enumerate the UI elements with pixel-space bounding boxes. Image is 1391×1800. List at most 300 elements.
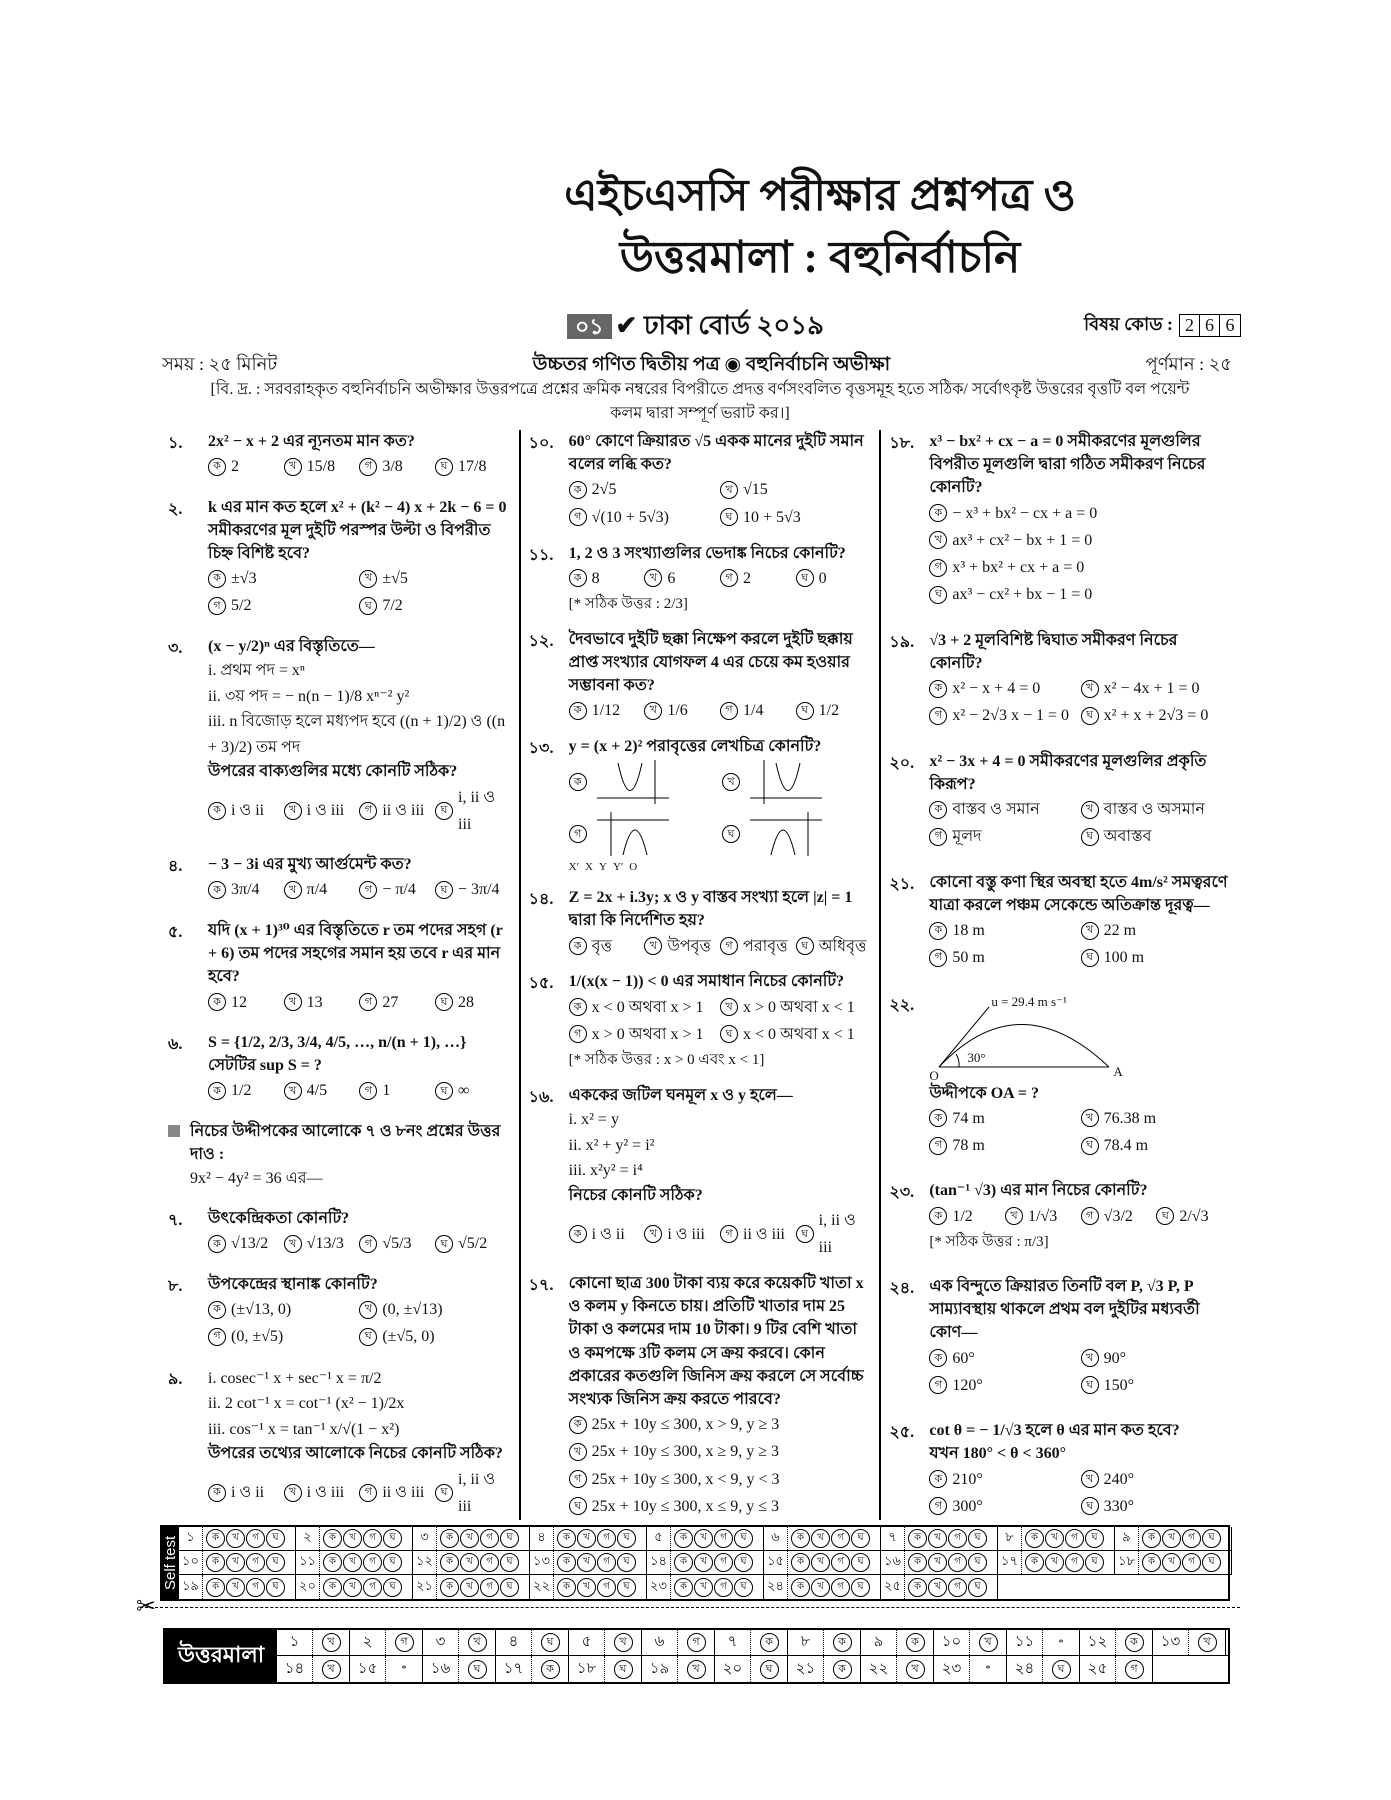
- option-ক[interactable]: [569, 758, 718, 806]
- answer-bubble[interactable]: ক: [1025, 1529, 1044, 1548]
- answer-bubble[interactable]: খ: [811, 1578, 830, 1597]
- answer-bubble[interactable]: ক: [440, 1578, 459, 1597]
- bubble-group: [554, 1529, 636, 1548]
- option-খ[interactable]: [1081, 1466, 1232, 1493]
- answer-bubble[interactable]: গ: [1065, 1553, 1084, 1572]
- option-ক[interactable]: [208, 784, 284, 838]
- option-text: ax³ − cx² + bx − 1 = 0: [952, 586, 1093, 604]
- option-খ[interactable]: [1005, 1203, 1081, 1230]
- option-খ[interactable]: [359, 1296, 510, 1323]
- option-ক[interactable]: [929, 1345, 1080, 1372]
- answer-bubble[interactable]: গ: [597, 1578, 616, 1597]
- parabola-graph-icon: [593, 810, 673, 858]
- option-খ[interactable]: [929, 527, 1232, 554]
- answer-bubble[interactable]: খ: [460, 1553, 479, 1572]
- answer-bubble[interactable]: ঘ: [617, 1529, 636, 1548]
- option-ক[interactable]: [569, 1207, 645, 1261]
- self-test-cell: [530, 1575, 647, 1599]
- answer-bubble[interactable]: খ: [226, 1529, 245, 1548]
- option-গ[interactable]: [359, 784, 435, 838]
- answer-bubble[interactable]: গ: [480, 1578, 499, 1597]
- options: [208, 989, 511, 1016]
- option-label-circle: খ: [284, 802, 302, 820]
- option-ঘ[interactable]: [796, 933, 872, 960]
- answer-bubble[interactable]: ক: [557, 1578, 576, 1597]
- answer-bubble[interactable]: গ: [246, 1578, 265, 1597]
- option-গ[interactable]: [929, 1132, 1080, 1159]
- option-ক[interactable]: [569, 933, 645, 960]
- option-ক[interactable]: [929, 917, 1080, 944]
- option-text: √5/3: [382, 1235, 412, 1253]
- answer-bubble[interactable]: গ: [363, 1553, 382, 1572]
- answer-bubble[interactable]: গ: [831, 1553, 850, 1572]
- option-ঘ[interactable]: [435, 1077, 511, 1104]
- option-গ[interactable]: [929, 554, 1232, 581]
- answer-number: ২৫: [1080, 1656, 1116, 1682]
- option-খ[interactable]: [284, 453, 360, 480]
- option-label-circle: খ: [1081, 1349, 1099, 1367]
- question-text: cot θ = − 1/√3 হলে θ এর মান কত হবে?: [929, 1422, 1180, 1440]
- question-1: [168, 430, 511, 480]
- option-ঘ[interactable]: [929, 581, 1232, 608]
- option-খ[interactable]: [720, 994, 871, 1021]
- option-গ[interactable]: [720, 1207, 796, 1261]
- answer-bubble[interactable]: ঘ: [968, 1578, 987, 1597]
- option-label-circle: গ: [929, 1497, 947, 1515]
- option-ঘ[interactable]: [1081, 1493, 1232, 1520]
- answer-bubble[interactable]: গ: [831, 1578, 850, 1597]
- option-ক[interactable]: [208, 1230, 284, 1257]
- option-খ[interactable]: [284, 1077, 360, 1104]
- question-text: k এর মান কত হলে x² + (k² − 4) x + 2k − 6 = 0 সমীকরণের মূল দুইটি পরস্পর উল্টা ও বিপরীত চিহ্ন বিশিষ্ট হবে?: [208, 498, 507, 563]
- question-3: [168, 635, 511, 838]
- answer-bubble[interactable]: গ: [480, 1553, 499, 1572]
- answer-bubble[interactable]: ঘ: [500, 1529, 519, 1548]
- question-18: [889, 430, 1232, 608]
- option-ক[interactable]: [569, 476, 720, 503]
- bubble-group: [437, 1553, 519, 1572]
- option-গ[interactable]: [720, 565, 796, 592]
- answer-bubble[interactable]: খ: [343, 1553, 362, 1572]
- option-গ[interactable]: [359, 876, 435, 903]
- answer-bubble[interactable]: ক: [1142, 1529, 1161, 1548]
- answer-bubble[interactable]: খ: [1045, 1553, 1064, 1572]
- option-গ[interactable]: [359, 989, 435, 1016]
- answer-number: ২১: [788, 1656, 824, 1682]
- option-খ[interactable]: [284, 1230, 360, 1257]
- option-ক[interactable]: [208, 1296, 359, 1323]
- question-16: [529, 1084, 872, 1262]
- option-গ[interactable]: [359, 1230, 435, 1257]
- answer-bubble[interactable]: খ: [226, 1553, 245, 1572]
- options: [208, 1077, 511, 1104]
- option-label-circle: খ: [1081, 680, 1099, 698]
- bubble-group: [905, 1578, 987, 1597]
- option-ক[interactable]: [569, 697, 645, 724]
- answer-bubble[interactable]: ঘ: [617, 1578, 636, 1597]
- option-label-circle: গ: [720, 937, 738, 955]
- answer-bubble[interactable]: খ: [577, 1553, 596, 1572]
- option-গ[interactable]: [720, 697, 796, 724]
- option-ক[interactable]: [569, 565, 645, 592]
- option-label-circle: ক: [208, 458, 226, 476]
- answer-bubble[interactable]: গ: [948, 1529, 967, 1548]
- answer-bubble[interactable]: খ: [577, 1578, 596, 1597]
- answer-key-cell: [496, 1656, 569, 1682]
- option-ঘ[interactable]: [720, 1021, 871, 1048]
- answer-bubble[interactable]: খ: [694, 1578, 713, 1597]
- option-গ[interactable]: [929, 944, 1080, 971]
- question-number: ২৩.: [889, 1184, 915, 1202]
- answer-bubble[interactable]: গ: [597, 1529, 616, 1548]
- answer-bubble[interactable]: খ: [343, 1529, 362, 1548]
- option-গ[interactable]: [569, 1021, 720, 1048]
- option-ক[interactable]: [208, 989, 284, 1016]
- answer-value: [1043, 1633, 1079, 1652]
- answer-bubble[interactable]: ঘ: [968, 1553, 987, 1572]
- answer-bubble[interactable]: খ: [1162, 1529, 1181, 1548]
- option-ঘ[interactable]: [359, 1323, 510, 1350]
- option-ক[interactable]: [929, 1105, 1080, 1132]
- option-গ[interactable]: [929, 823, 1080, 850]
- subject-code: [1084, 310, 1241, 341]
- option-label-circle: ক: [929, 1207, 947, 1225]
- option-label-circle: ঘ: [359, 597, 377, 615]
- option-ঘ[interactable]: [796, 1207, 872, 1261]
- option-খ[interactable]: [284, 784, 360, 838]
- answer-bubble[interactable]: ক: [557, 1529, 576, 1548]
- answer-key-cell: [861, 1630, 934, 1655]
- self-test-number: ১৮: [1115, 1551, 1139, 1574]
- bubble-group: [671, 1529, 753, 1548]
- answer-bubble[interactable]: গ: [480, 1529, 499, 1548]
- answer-key-cell: [788, 1630, 861, 1655]
- option-খ[interactable]: [1081, 675, 1232, 702]
- option-গ[interactable]: [359, 1077, 435, 1104]
- options: [929, 1345, 1232, 1399]
- self-test-number: ৮: [998, 1527, 1022, 1550]
- question-11: [529, 542, 872, 617]
- option-গ[interactable]: [929, 1372, 1080, 1399]
- options: [929, 1203, 1232, 1230]
- answer-bubble[interactable]: ক: [791, 1553, 810, 1572]
- self-test-number: ১: [179, 1527, 203, 1550]
- option-খ[interactable]: [644, 1207, 720, 1261]
- answer-bubble[interactable]: ক: [908, 1578, 927, 1597]
- self-test-cell: [764, 1551, 881, 1574]
- option-ঘ[interactable]: [1081, 702, 1232, 729]
- answer-bubble[interactable]: খ: [694, 1529, 713, 1548]
- answer-bubble[interactable]: ঘ: [266, 1529, 285, 1548]
- option-text: − 3π/4: [458, 881, 500, 899]
- option-খ[interactable]: [644, 565, 720, 592]
- option-গ[interactable]: [208, 592, 359, 619]
- answer-bubble[interactable]: ঘ: [383, 1553, 402, 1572]
- option-label-circle: গ: [359, 458, 377, 476]
- option-label-circle: গ: [569, 508, 587, 526]
- code-digit: 6: [1200, 315, 1220, 336]
- answer-bubble[interactable]: খ: [460, 1578, 479, 1597]
- option-গ[interactable]: [208, 1323, 359, 1350]
- answer-bubble[interactable]: ক: [791, 1578, 810, 1597]
- option-ক[interactable]: [569, 994, 720, 1021]
- option-গ[interactable]: [720, 933, 796, 960]
- answer-bubble[interactable]: ক: [206, 1578, 225, 1597]
- option-text: 100 m: [1103, 949, 1145, 967]
- option-খ[interactable]: [722, 758, 871, 806]
- option-ঘ[interactable]: [1081, 1132, 1232, 1159]
- code-digit: 2: [1180, 315, 1200, 336]
- answer-bubble[interactable]: ক: [674, 1529, 693, 1548]
- option-ঘ[interactable]: [435, 453, 511, 480]
- option-ক[interactable]: [929, 500, 1232, 527]
- option-text: 2√5: [591, 481, 617, 499]
- option-খ[interactable]: [284, 876, 360, 903]
- answer-letter: গ: [1125, 1660, 1144, 1679]
- answer-bubble[interactable]: ঘ: [1202, 1529, 1221, 1548]
- option-text: 2/√3: [1179, 1207, 1209, 1225]
- answer-bubble[interactable]: ক: [440, 1529, 459, 1548]
- option-ক[interactable]: [929, 1203, 1005, 1230]
- option-text: 25x + 10y ≤ 300, x > 9, y ≥ 3: [591, 1416, 780, 1434]
- option-ঘ[interactable]: [435, 1466, 511, 1520]
- answer-bubble[interactable]: খ: [928, 1578, 947, 1597]
- option-label-circle: ঘ: [435, 458, 453, 476]
- answer-bubble[interactable]: ঘ: [734, 1529, 753, 1548]
- option-label-circle: খ: [284, 1484, 302, 1502]
- answer-bubble[interactable]: ঘ: [1085, 1553, 1104, 1572]
- answer-bubble[interactable]: ঘ: [500, 1553, 519, 1572]
- answer-bubble[interactable]: ক: [206, 1553, 225, 1572]
- answer-bubble[interactable]: ঘ: [383, 1578, 402, 1597]
- option-ক[interactable]: [208, 1466, 284, 1520]
- subject-code-label: বিষয় কোড :: [1083, 314, 1173, 334]
- option-খ[interactable]: [1081, 1105, 1232, 1132]
- option-label-circle: খ: [720, 998, 738, 1016]
- answer-bubble[interactable]: ঘ: [734, 1578, 753, 1597]
- option-ঘ[interactable]: [1081, 823, 1232, 850]
- statement: i. প্রথম পদ = xⁿ: [208, 662, 305, 680]
- option-খ[interactable]: [1081, 796, 1232, 823]
- answer-bubble[interactable]: গ: [246, 1529, 265, 1548]
- answer-bubble[interactable]: ক: [206, 1529, 225, 1548]
- answer-bubble[interactable]: গ: [1182, 1529, 1201, 1548]
- answer-bubble[interactable]: গ: [714, 1578, 733, 1597]
- option-ঘ[interactable]: [1081, 944, 1232, 971]
- option-ক[interactable]: [929, 796, 1080, 823]
- answer-bubble[interactable]: খ: [226, 1578, 245, 1597]
- question-body: [929, 750, 1232, 851]
- option-ঘ[interactable]: [722, 810, 871, 858]
- statement: i. cosec⁻¹ x + sec⁻¹ x = π/2: [208, 1369, 382, 1387]
- diagram-label-end: A: [1113, 1063, 1123, 1079]
- option-গ[interactable]: [569, 504, 720, 531]
- column-3: [879, 430, 1240, 1520]
- answer-bubble[interactable]: গ: [363, 1529, 382, 1548]
- option-ক[interactable]: [208, 565, 359, 592]
- answer-bubble[interactable]: গ: [948, 1578, 967, 1597]
- answer-bubble[interactable]: গ: [1182, 1553, 1201, 1572]
- answer-bubble[interactable]: ঘ: [968, 1529, 987, 1548]
- question-number: ১১.: [528, 546, 554, 564]
- question-body: [208, 919, 511, 1016]
- option-খ[interactable]: [1081, 1345, 1232, 1372]
- option-গ[interactable]: [929, 1493, 1080, 1520]
- answer-bubble[interactable]: ক: [557, 1553, 576, 1572]
- option-গ[interactable]: [569, 1466, 872, 1493]
- answer-bubble[interactable]: খ: [928, 1529, 947, 1548]
- option-খ[interactable]: [644, 933, 720, 960]
- option-text: 60°: [952, 1349, 975, 1367]
- answer-bubble[interactable]: ঘ: [383, 1529, 402, 1548]
- answer-bubble[interactable]: খ: [811, 1529, 830, 1548]
- option-text: ax³ + cx² − bx + 1 = 0: [952, 531, 1093, 549]
- answer-number: ১৪: [277, 1656, 313, 1682]
- answer-bubble[interactable]: ঘ: [266, 1578, 285, 1597]
- option-ঘ[interactable]: [359, 592, 510, 619]
- option-text: √13/2: [231, 1235, 269, 1253]
- answer-bubble[interactable]: গ: [948, 1553, 967, 1572]
- option-text: 150°: [1103, 1376, 1135, 1394]
- answer-letter: *: [1058, 1636, 1064, 1649]
- self-test-cell: [881, 1551, 998, 1574]
- option-text: 1: [382, 1082, 391, 1100]
- option-গ[interactable]: [359, 453, 435, 480]
- answer-bubble[interactable]: গ: [246, 1553, 265, 1572]
- option-ঘ[interactable]: [435, 876, 511, 903]
- question-15: [529, 970, 872, 1073]
- option-ক[interactable]: [929, 1466, 1080, 1493]
- option-খ[interactable]: [284, 1466, 360, 1520]
- self-test-number: ৭: [881, 1527, 905, 1550]
- option-label-circle: ঘ: [796, 1225, 814, 1243]
- option-ঘ[interactable]: [435, 784, 511, 838]
- option-text: √13/3: [306, 1235, 344, 1253]
- question-text: উৎকেন্দ্রিকতা কোনটি?: [208, 1210, 350, 1228]
- answer-bubble[interactable]: গ: [714, 1529, 733, 1548]
- self-test-cell: [530, 1527, 647, 1550]
- answer-bubble[interactable]: ঘ: [1085, 1529, 1104, 1548]
- question-prompt: উপরের তথ্যের আলোকে নিচের কোনটি সঠিক?: [208, 1445, 503, 1463]
- answer-bubble[interactable]: ক: [908, 1553, 927, 1572]
- answer-bubble[interactable]: ক: [323, 1529, 342, 1548]
- option-text: 50 m: [952, 949, 985, 967]
- option-ঘ[interactable]: [1156, 1203, 1232, 1230]
- option-text: ii ও iii: [743, 1225, 786, 1243]
- answer-bubble[interactable]: ঘ: [851, 1553, 870, 1572]
- option-খ[interactable]: [359, 565, 510, 592]
- answer-bubble[interactable]: ক: [908, 1529, 927, 1548]
- option-text: 240°: [1103, 1470, 1135, 1488]
- option-গ[interactable]: [1081, 1203, 1157, 1230]
- option-খ[interactable]: [569, 1438, 872, 1465]
- option-text: x² − x + 4 = 0: [952, 679, 1041, 697]
- bubble-group: [1022, 1529, 1104, 1548]
- answer-bubble[interactable]: ঘ: [851, 1578, 870, 1597]
- answer-value: [386, 1633, 422, 1652]
- option-খ[interactable]: [644, 697, 720, 724]
- bubble-group: [1022, 1553, 1104, 1572]
- answer-bubble[interactable]: ঘ: [500, 1578, 519, 1597]
- question-17: [529, 1272, 872, 1520]
- question-6: [168, 1031, 511, 1105]
- option-ঘ[interactable]: [796, 565, 872, 592]
- question-number: ১৭.: [528, 1277, 554, 1295]
- answer-bubble[interactable]: গ: [597, 1553, 616, 1572]
- axis-legend: [569, 858, 872, 875]
- option-ক[interactable]: [929, 675, 1080, 702]
- answer-bubble[interactable]: ঘ: [851, 1529, 870, 1548]
- question-number: ১৬.: [528, 1088, 554, 1106]
- option-গ[interactable]: [359, 1466, 435, 1520]
- stimulus-body: [190, 1120, 511, 1192]
- self-test-number: ৬: [764, 1527, 788, 1550]
- option-ক[interactable]: [208, 453, 284, 480]
- answer-bubble[interactable]: ঘ: [734, 1553, 753, 1572]
- option-খ[interactable]: [284, 989, 360, 1016]
- option-ঘ[interactable]: [1081, 1372, 1232, 1399]
- answer-bubble[interactable]: ক: [674, 1553, 693, 1572]
- option-ঘ[interactable]: [796, 697, 872, 724]
- question-text: উপকেন্দ্রের স্থানাঙ্ক কোনটি?: [208, 1275, 378, 1293]
- answer-bubble[interactable]: ক: [1025, 1553, 1044, 1572]
- option-ঘ[interactable]: [435, 989, 511, 1016]
- answer-bubble[interactable]: গ: [1065, 1529, 1084, 1548]
- answer-value: [824, 1633, 860, 1652]
- option-গ[interactable]: [929, 702, 1080, 729]
- option-খ[interactable]: [1081, 917, 1232, 944]
- answer-bubble[interactable]: খ: [694, 1553, 713, 1572]
- answer-bubble[interactable]: খ: [460, 1529, 479, 1548]
- answer-bubble[interactable]: খ: [928, 1553, 947, 1572]
- question-body: [929, 430, 1232, 608]
- option-ক[interactable]: [208, 876, 284, 903]
- answer-bubble[interactable]: ক: [323, 1578, 342, 1597]
- answer-bubble[interactable]: গ: [363, 1578, 382, 1597]
- answer-bubble[interactable]: গ: [714, 1553, 733, 1572]
- answer-bubble[interactable]: ক: [674, 1578, 693, 1597]
- answer-bubble[interactable]: ক: [1142, 1553, 1161, 1572]
- self-test-cell: [179, 1527, 296, 1550]
- option-ঘ[interactable]: [569, 1493, 872, 1520]
- option-ঘ[interactable]: [435, 1230, 511, 1257]
- answer-bubble[interactable]: গ: [831, 1529, 850, 1548]
- answer-bubble[interactable]: ক: [440, 1553, 459, 1572]
- option-ঘ[interactable]: [720, 504, 871, 531]
- question-10: [529, 430, 872, 531]
- answer-bubble[interactable]: খ: [577, 1529, 596, 1548]
- option-খ[interactable]: [720, 476, 871, 503]
- option-ক[interactable]: [569, 1411, 872, 1438]
- answer-bubble[interactable]: খ: [343, 1578, 362, 1597]
- option-label-circle: ঘ: [722, 825, 740, 843]
- option-ক[interactable]: [208, 1077, 284, 1104]
- answer-bubble[interactable]: ঘ: [266, 1553, 285, 1572]
- answer-bubble[interactable]: খ: [1045, 1529, 1064, 1548]
- option-label-circle: গ: [929, 707, 947, 725]
- answer-number: ১: [277, 1630, 313, 1655]
- answer-bubble[interactable]: ঘ: [617, 1553, 636, 1572]
- answer-bubble[interactable]: খ: [1162, 1553, 1181, 1572]
- question-20: [889, 750, 1232, 851]
- answer-bubble[interactable]: ক: [791, 1529, 810, 1548]
- cut-line: [140, 1607, 1240, 1608]
- answer-key-cell: [350, 1630, 423, 1655]
- option-গ[interactable]: [569, 810, 718, 858]
- answer-bubble[interactable]: খ: [811, 1553, 830, 1572]
- answer-bubble[interactable]: ক: [323, 1553, 342, 1572]
- answer-bubble[interactable]: ঘ: [1202, 1553, 1221, 1572]
